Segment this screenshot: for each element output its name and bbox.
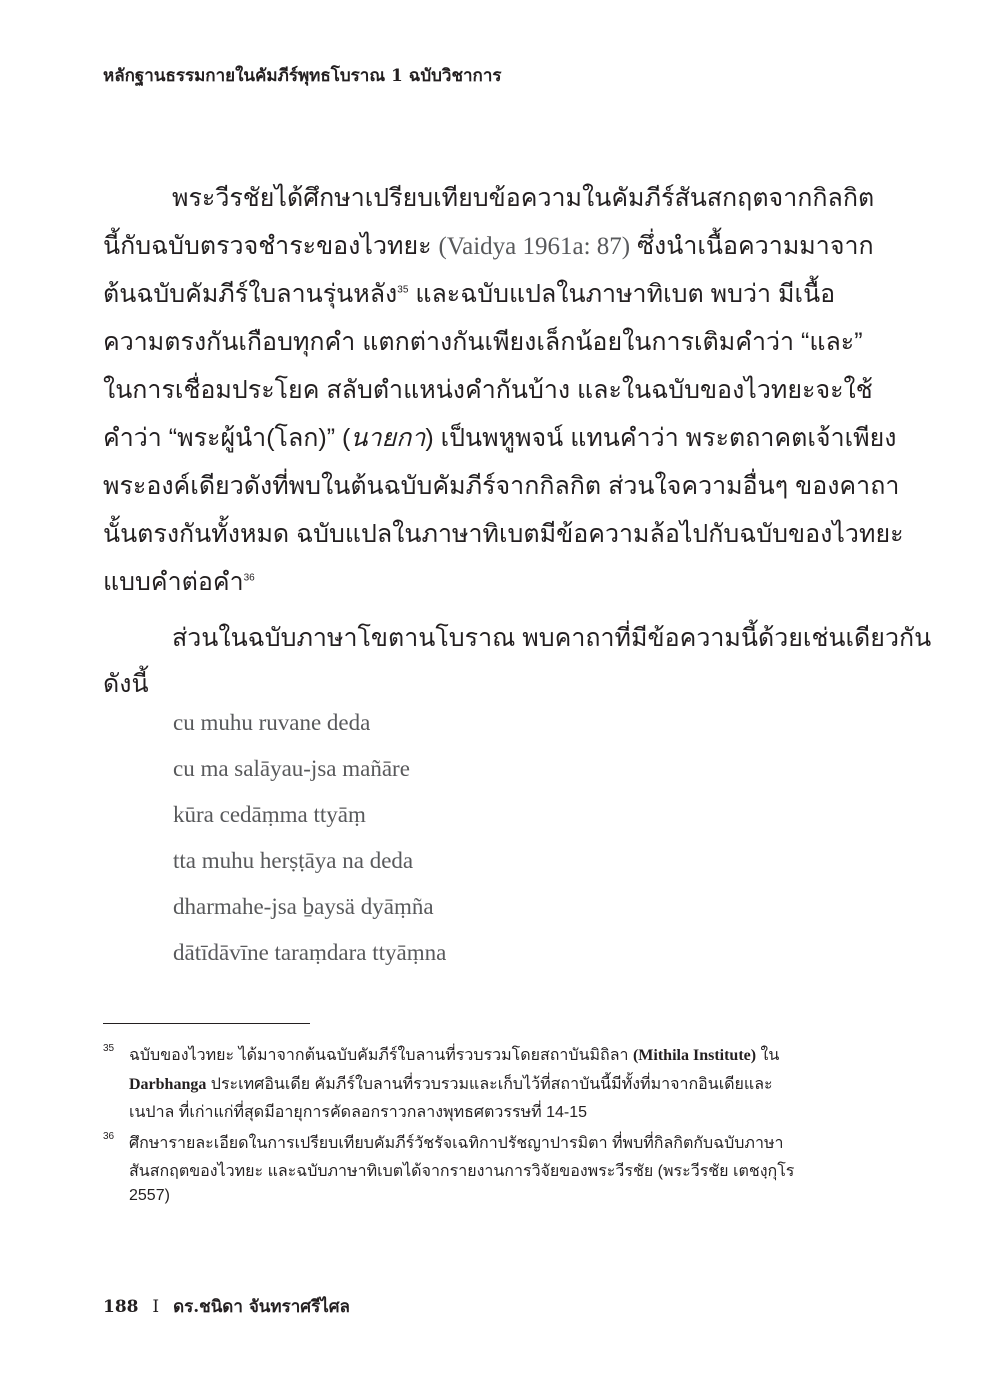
p1-line-2 bbox=[103, 226, 874, 266]
p1-line-3 bbox=[103, 274, 835, 314]
p2-line-1: ส่วนในฉบับภาษาโขตานโบราณ พบคาถาที่มีข้อความนี้ด้วยเช่นเดียวกัน bbox=[172, 624, 932, 652]
footnote-line: ศึกษารายละเอียดในการเปรียบเทียบคัมภีร์วัชรัจเฉทิกาปรัชญาปารมิตา ที่พบที่กิลกิตกับฉบับภาษา bbox=[129, 1135, 784, 1152]
italic-term: นายกา bbox=[350, 424, 426, 452]
footnote-text: ใน bbox=[756, 1047, 780, 1064]
verse-line: dharmahe-jsa ḇaysä dyāṃña bbox=[173, 894, 434, 919]
footnote-line: สันสกฤตของไวทยะ และฉบับภาษาทิเบตได้จากรายงานการวิจัยของพระวีรชัย (พระวีรชัย เตชงฺกุโร bbox=[129, 1163, 795, 1180]
footnote-number: 36 bbox=[103, 1131, 115, 1142]
footnote-line: เนปาล ที่เก่าแก่ที่สุดมีอายุการคัดลอกราวกลางพุทธศตวรรษที่ 14-15 bbox=[129, 1104, 588, 1121]
footnote-text: ฉบับของไวทยะ ได้มาจากต้นฉบับคัมภีร์ใบลานที่รวบรวมโดยสถาบันมิถิลา bbox=[129, 1047, 633, 1064]
footer-separator: I bbox=[152, 1297, 160, 1317]
p1-line-5: ในการเชื่อมประโยค สลับตำแหน่งคำกันบ้าง และในฉบับของไวทยะจะใช้ bbox=[103, 376, 873, 404]
p1-text: นี้กับฉบับตรวจชำระของไวทยะ bbox=[103, 232, 439, 260]
p1-line-8: นั้นตรงกันทั้งหมด ฉบับแปลในภาษาทิเบตมีข้อความล้อไปกับฉบับของไวทยะ bbox=[103, 520, 904, 548]
footnote-line bbox=[129, 1072, 773, 1097]
p1-text: ) เป็นพหูพจน์ แทนคำว่า พระตถาคตเจ้าเพียง bbox=[425, 424, 897, 452]
footnote-ref-35[interactable]: 35 bbox=[397, 284, 409, 296]
page-number: 188 bbox=[103, 1297, 139, 1317]
footnote-line: 2557) bbox=[129, 1187, 170, 1204]
verse-line: cu muhu ruvane deda bbox=[173, 710, 371, 735]
footnote-english: Darbhanga bbox=[129, 1076, 207, 1093]
footnote-text: ประเทศอินเดีย คัมภีร์ใบลานที่รวบรวมและเก็บไว้ที่สถาบันนี้มีทั้งที่มาจากอินเดียและ bbox=[206, 1076, 773, 1093]
p1-text: คำว่า “พระผู้นำ(โลก)” ( bbox=[103, 424, 351, 452]
author-name: ดร.ชนิดา จันทราศรีไศล bbox=[173, 1297, 350, 1317]
p1-line-7: พระองค์เดียวดังที่พบในต้นฉบับคัมภีร์จากกิลกิต ส่วนใจความอื่นๆ ของคาถา bbox=[103, 472, 900, 500]
page-footer bbox=[103, 1293, 350, 1320]
footnote-english: (Mithila Institute) bbox=[632, 1047, 757, 1064]
running-header: หลักฐานธรรมกายในคัมภีร์พุทธโบราณ 1 ฉบับวิชาการ bbox=[103, 66, 502, 86]
p1-text: ต้นฉบับคัมภีร์ใบลานรุ่นหลัง bbox=[103, 280, 398, 308]
verse-line: dātīdāvīne taraṃdara ttyāṃna bbox=[173, 940, 447, 965]
p1-line-1: พระวีรชัยได้ศึกษาเปรียบเทียบข้อความในคัมภีร์สันสกฤตจากกิลกิต bbox=[172, 184, 875, 212]
p1-line-9 bbox=[103, 562, 255, 602]
p1-line-4: ความตรงกันเกือบทุกคำ แตกต่างกันเพียงเล็กน้อยในการเติมคำว่า “และ” bbox=[103, 328, 863, 356]
p1-line-6 bbox=[103, 418, 897, 458]
footnote-ref-36[interactable]: 36 bbox=[243, 572, 255, 584]
footnote-divider bbox=[103, 1023, 310, 1024]
p1-text: แบบคำต่อคำ bbox=[103, 568, 244, 596]
footnote-number: 35 bbox=[103, 1043, 115, 1054]
citation: (Vaidya 1961a: 87) bbox=[438, 233, 631, 260]
p2-line-2: ดังนี้ bbox=[103, 670, 149, 698]
verse-line: tta muhu herṣṭāya na deda bbox=[173, 848, 414, 873]
p1-text: และฉบับแปลในภาษาทิเบต พบว่า มีเนื้อ bbox=[408, 280, 836, 308]
p1-text: ซึ่งนำเนื้อความมาจาก bbox=[630, 232, 874, 260]
footnote-line bbox=[129, 1043, 779, 1068]
verse-line: cu ma salāyau-jsa mañāre bbox=[173, 756, 410, 781]
verse-line: kūra cedāṃma ttyāṃ bbox=[173, 802, 366, 827]
